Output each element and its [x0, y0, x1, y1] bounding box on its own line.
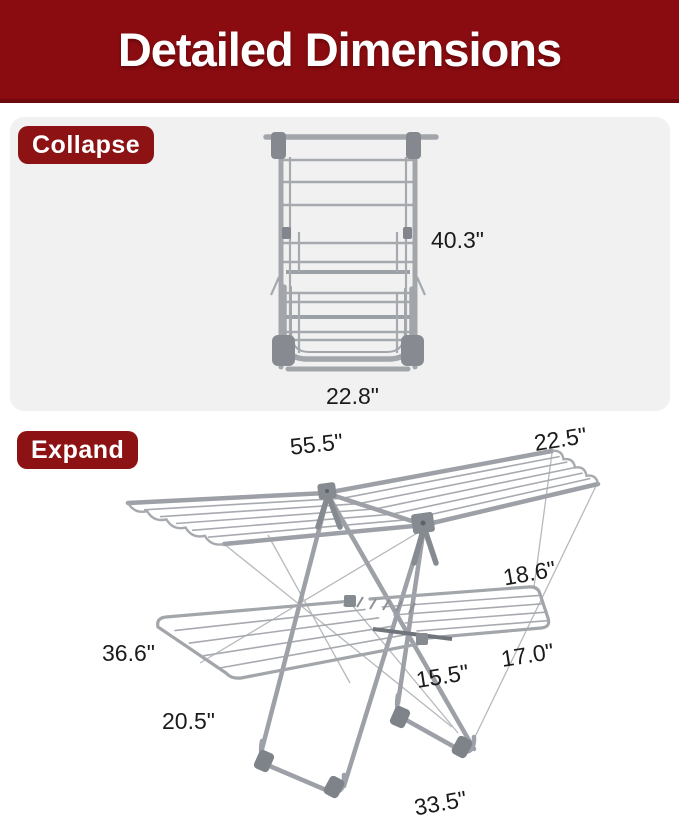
collapsed-rack-inner-frame: [271, 157, 425, 359]
collapsed-rack-wires: [283, 160, 413, 340]
collapse-badge: Collapse: [18, 126, 154, 164]
dim-label-collapsed-height: 40.3": [431, 227, 484, 253]
dim-label-inner-leg-span: 15.5": [414, 659, 471, 693]
dim-label-top-shelf-length: 55.5": [288, 428, 345, 460]
expand-badge: Expand: [17, 431, 138, 469]
expanded-rack-illustration: [0, 415, 679, 821]
dim-label-collapsed-width: 22.8": [326, 383, 379, 409]
dim-label-right-wing-depth: 18.6": [501, 555, 558, 591]
dim-label-middle-right-wing: 17.0": [499, 638, 556, 672]
page-title: Detailed Dimensions: [117, 23, 562, 76]
dim-label-middle-left-wing: 20.5": [162, 708, 215, 734]
header-banner: [0, 0, 679, 103]
dim-label-base-width: 33.5": [412, 785, 469, 821]
collapsed-rack-thick-bars: [286, 272, 410, 317]
dim-label-expanded-depth: 36.6": [102, 640, 155, 666]
dim-label-top-right-wing: 22.5": [532, 422, 589, 456]
collapsed-rack-frame: [266, 137, 436, 369]
